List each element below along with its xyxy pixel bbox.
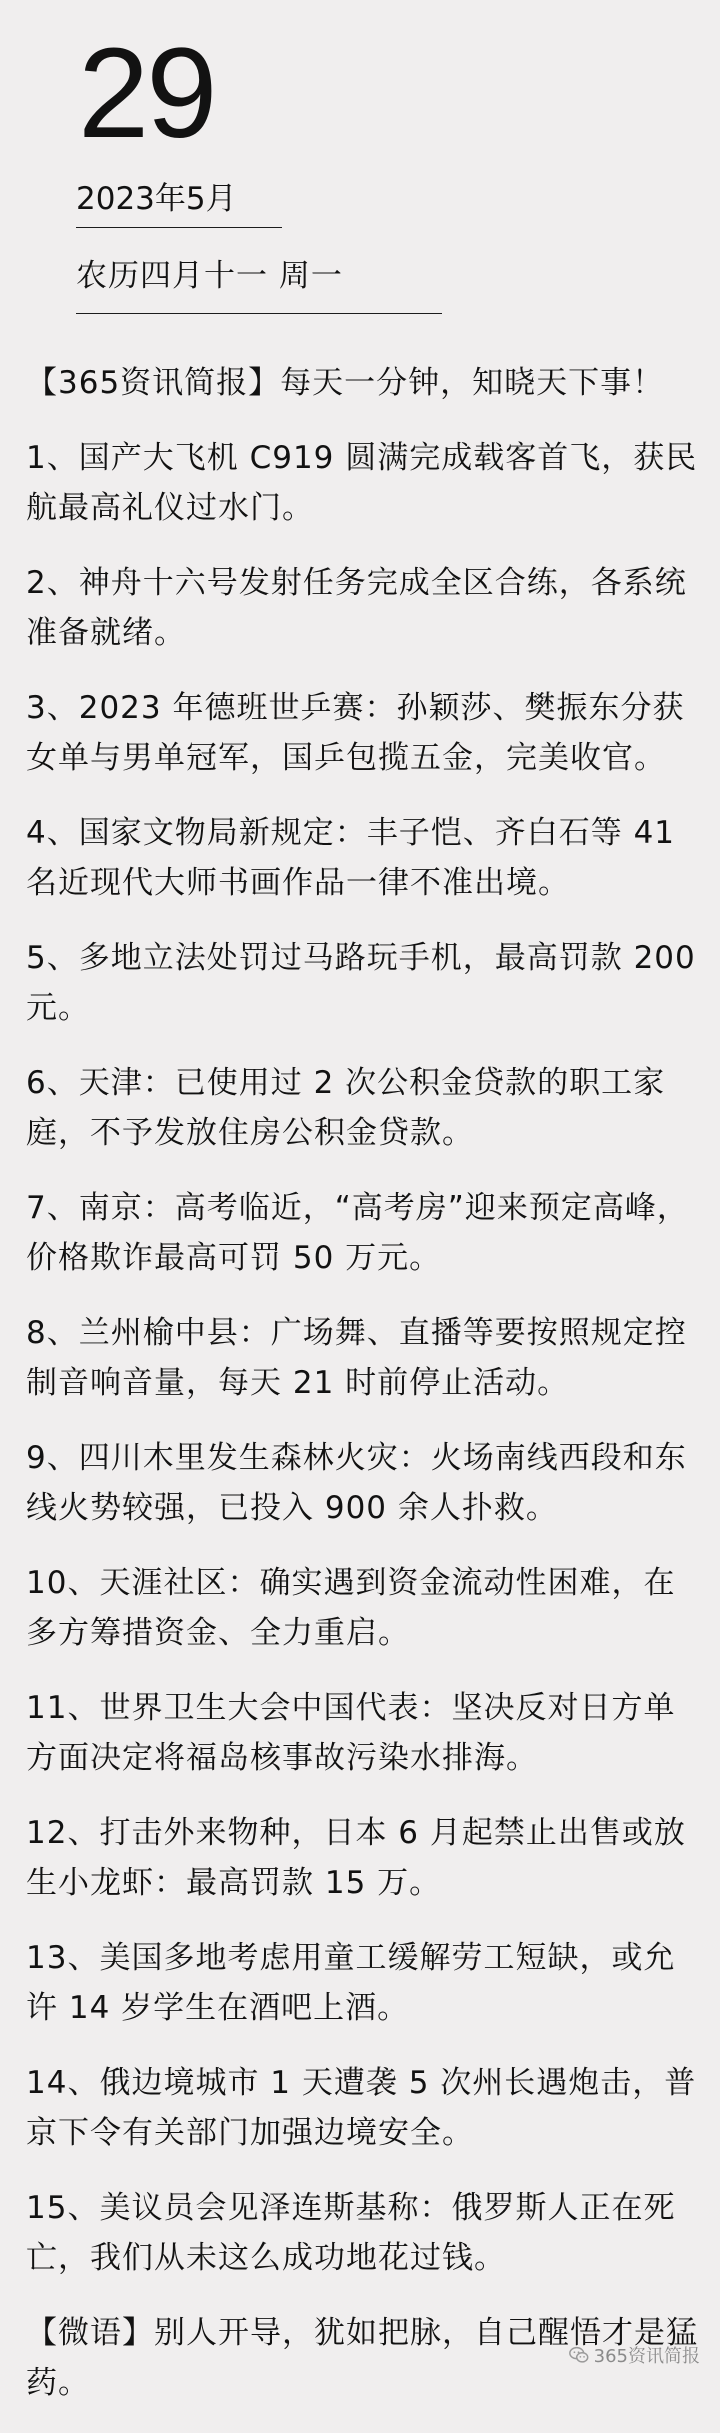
wechat-icon xyxy=(568,2344,590,2366)
news-item: 13、美国多地考虑用童工缓解劳工短缺，或允许 14 岁学生在酒吧上酒。 xyxy=(26,1940,676,2026)
day-number: 29 xyxy=(78,22,215,165)
year-month: 2023年5月 xyxy=(76,184,282,228)
news-item: 4、国家文物局新规定：丰子恺、齐白石等 41 名近现代大师书画作品一律不准出境。 xyxy=(26,815,676,901)
watermark-text: 365资讯简报 xyxy=(593,2346,700,2367)
news-item: 11、世界卫生大会中国代表：坚决反对日方单方面决定将福岛核事故污染水排海。 xyxy=(26,1690,676,1776)
news-item: 5、多地立法处罚过马路玩手机，最高罚款 200 元。 xyxy=(26,940,696,1026)
news-list xyxy=(26,433,698,2283)
news-item: 12、打击外来物种，日本 6 月起禁止出售或放生小龙虾：最高罚款 15 万。 xyxy=(26,1815,686,1901)
date-header xyxy=(76,22,456,314)
lunar-date: 农历四月十一 周一 xyxy=(76,228,442,314)
news-item: 8、兰州榆中县：广场舞、直播等要按照规定控制音响音量，每天 21 时前停止活动。 xyxy=(26,1315,687,1401)
news-item: 3、2023 年德班世乒赛：孙颖莎、樊振东分获女单与男单冠军，国乒包揽五金，完美收官。 xyxy=(26,690,685,776)
news-item: 14、俄边境城市 1 天遭袭 5 次州长遇炮击，普京下令有关部门加强边境安全。 xyxy=(26,2065,697,2151)
news-content xyxy=(26,358,698,2433)
news-item: 1、国产大飞机 C919 圆满完成载客首飞，获民航最高礼仪过水门。 xyxy=(26,440,698,526)
news-item: 10、天涯社区：确实遇到资金流动性困难，在多方筹措资金、全力重启。 xyxy=(26,1565,676,1651)
news-item: 6、天津：已使用过 2 次公积金贷款的职工家庭，不予发放住房公积金贷款。 xyxy=(26,1065,666,1151)
news-item: 7、南京：高考临近，“高考房”迎来预定高峰，价格欺诈最高可罚 50 万元。 xyxy=(26,1190,689,1276)
news-item: 15、美议员会见泽连斯基称：俄罗斯人正在死亡，我们从未这么成功地花过钱。 xyxy=(26,2190,676,2276)
intro-line: 【365资讯简报】每天一分钟，知晓天下事！ xyxy=(26,365,665,401)
news-item: 9、四川木里发生森林火灾：火场南线西段和东线火势较强，已投入 900 余人扑救。 xyxy=(26,1440,687,1526)
closing-quote: 【微语】别人开导，犹如把脉，自己醒悟才是猛药。 xyxy=(26,2315,698,2401)
source-watermark xyxy=(568,2342,700,2368)
news-item: 2、神舟十六号发射任务完成全区合练，各系统准备就绪。 xyxy=(26,565,687,651)
